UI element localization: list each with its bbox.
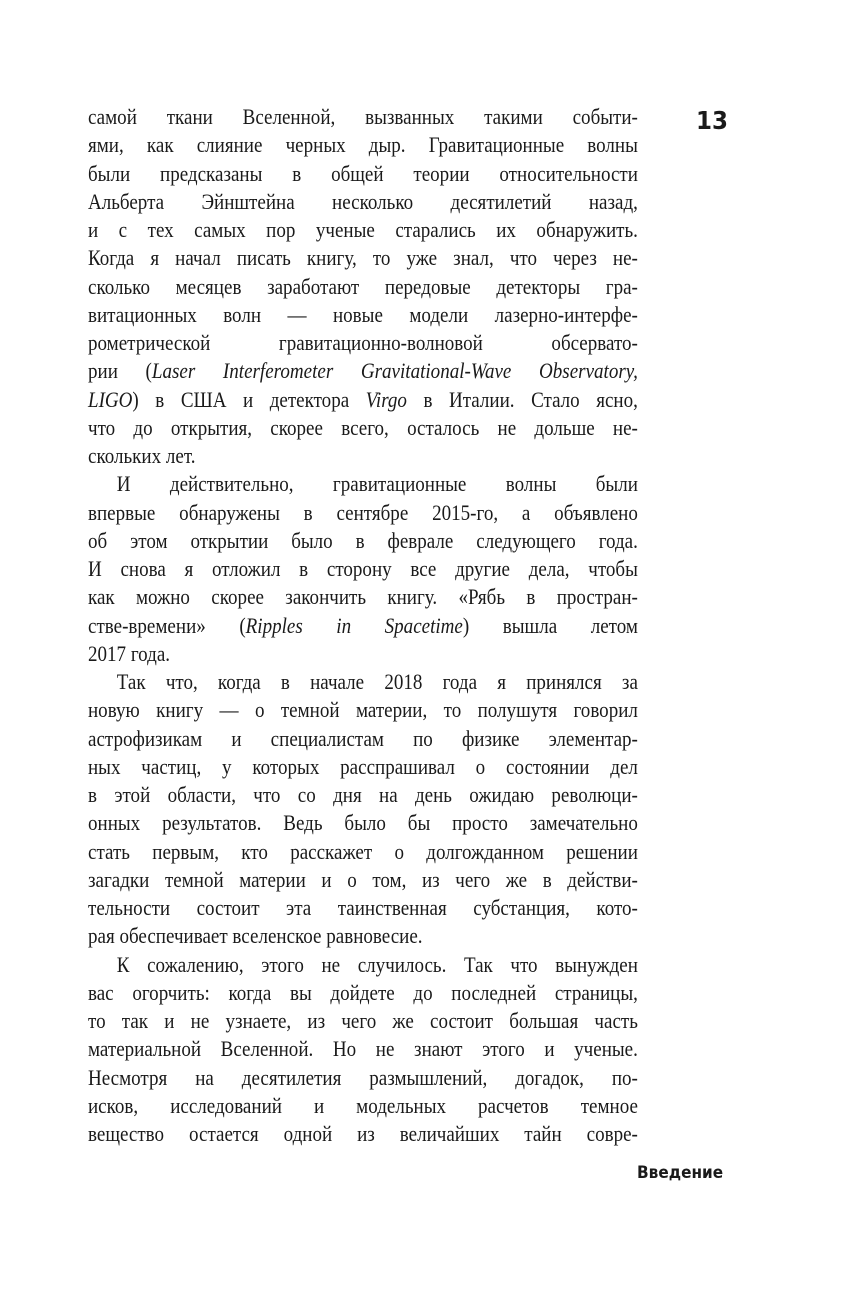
running-footer: Введение [637,1163,724,1183]
text-segment: И действительно, гравитационные волны были [116,471,638,497]
text-segment: скольких лет. [88,443,196,468]
text-segment: рая обеспечивает вселенское равновесие. [88,923,423,949]
text-segment: и с тех самых пор ученые старались их обнаружить. [88,217,638,242]
text-segment: исков, исследований и модельных расчетов темное [88,1092,638,1118]
text-segment: стве-времени» ( [88,612,246,638]
text-line [88,217,638,245]
text-segment: Несмотря на десятилетия размышлений, догадок, по- [88,1064,638,1090]
text-segment: рометрической гравитационно-волновой обсервато- [88,330,638,355]
text-line [88,500,638,528]
text-line [88,754,638,782]
text-line [88,387,638,415]
text-line [88,132,638,160]
text-line [88,980,638,1008]
text-line [88,867,638,895]
text-segment: Так что, когда в начале 2018 года я принялся за [116,669,638,694]
page-number: 13 [696,106,729,135]
text-line [88,330,638,358]
paragraph [88,104,638,471]
italic-text: Virgo [365,386,407,412]
text-line [88,810,638,838]
text-segment: стать первым, кто расскажет о долгожданном решении [88,838,638,864]
text-segment: ями, как слияние черных дыр. Гравитационные волны [88,132,638,158]
text-segment: тельности состоит эта таинственная субстанция, кото- [88,895,638,920]
text-segment: К сожалению, этого не случилось. Так что вынужден [116,951,638,977]
text-segment: загадки темной материи и о том, из чего же в действи- [88,866,638,892]
text-segment: сколько месяцев заработают передовые детекторы гра- [88,273,638,299]
text-line [88,471,638,499]
text-line [88,556,638,584]
text-line [88,528,638,556]
text-segment: в Италии. Стало ясно, [406,386,638,412]
text-segment: Альберта Эйнштейна несколько десятилетий назад, [88,188,638,214]
text-line [88,726,638,754]
text-line [88,415,638,443]
text-segment: как можно скорее закончить книгу. «Рябь в простран- [88,584,638,610]
text-line [88,923,638,951]
text-line [88,1008,638,1036]
text-segment: то так и не узнаете, из чего же состоит большая часть [88,1008,638,1033]
text-segment: ных частиц, у которых расспрашивал о состоянии дел [88,753,638,779]
text-segment: рии ( [88,358,152,384]
text-line [88,443,638,471]
text-segment: впервые обнаружены в сентябре 2015-го, а объявлено [88,499,638,525]
text-segment: ) вышла летом [462,612,638,638]
text-segment: вещество остается одной из величайших тайн совре- [88,1121,638,1146]
text-line [88,839,638,867]
text-segment: витационных волн — новые модели лазерно-интерфе- [88,301,638,327]
text-segment: 2017 года. [88,640,171,666]
paragraph [88,669,638,952]
text-line [88,895,638,923]
text-line [88,161,638,189]
text-segment: онных результатов. Ведь было бы просто замечательно [88,810,638,836]
text-line [88,245,638,273]
italic-text: LIGO [88,386,133,412]
text-line [88,1036,638,1064]
italic-text: Laser Interferometer Gravitational-Wave Observatory, [151,358,638,384]
text-line [88,274,638,302]
text-segment: новую книгу — о темной материи, то полушутя говорил [88,697,638,723]
text-segment: материальной Вселенной. Но не знают этого и ученые. [88,1036,638,1062]
text-line [88,952,638,980]
text-line [88,1093,638,1121]
text-line [88,641,638,669]
text-line [88,669,638,697]
text-line [88,697,638,725]
text-line [88,358,638,386]
text-segment: Когда я начал писать книгу, то уже знал, что через не- [88,245,638,271]
text-segment: были предсказаны в общей теории относительности [88,160,638,186]
text-segment: ) в США и детектора [132,386,366,412]
text-segment: астрофизикам и специалистам по физике элементар- [88,725,638,751]
paragraph [88,952,638,1150]
text-segment: что до открытия, скорее всего, осталось не дольше не- [88,414,638,440]
text-line [88,613,638,641]
text-segment: об этом открытии было в феврале следующего года. [88,527,638,553]
text-segment: самой ткани Вселенной, вызванных такими событи- [88,104,638,129]
text-line [88,302,638,330]
text-segment: вас огорчить: когда вы дойдете до последней страницы, [88,979,638,1005]
text-line [88,782,638,810]
italic-text: Ripples in Spacetime [245,612,463,638]
text-line [88,1065,638,1093]
text-segment: И снова я отложил в сторону все другие дела, чтобы [88,556,638,581]
text-line [88,189,638,217]
text-line [88,104,638,132]
text-line [88,1121,638,1149]
body-text [88,104,638,1149]
text-line [88,584,638,612]
text-segment: в этой области, что со дня на день ожидаю революци- [88,782,638,807]
paragraph [88,471,638,669]
